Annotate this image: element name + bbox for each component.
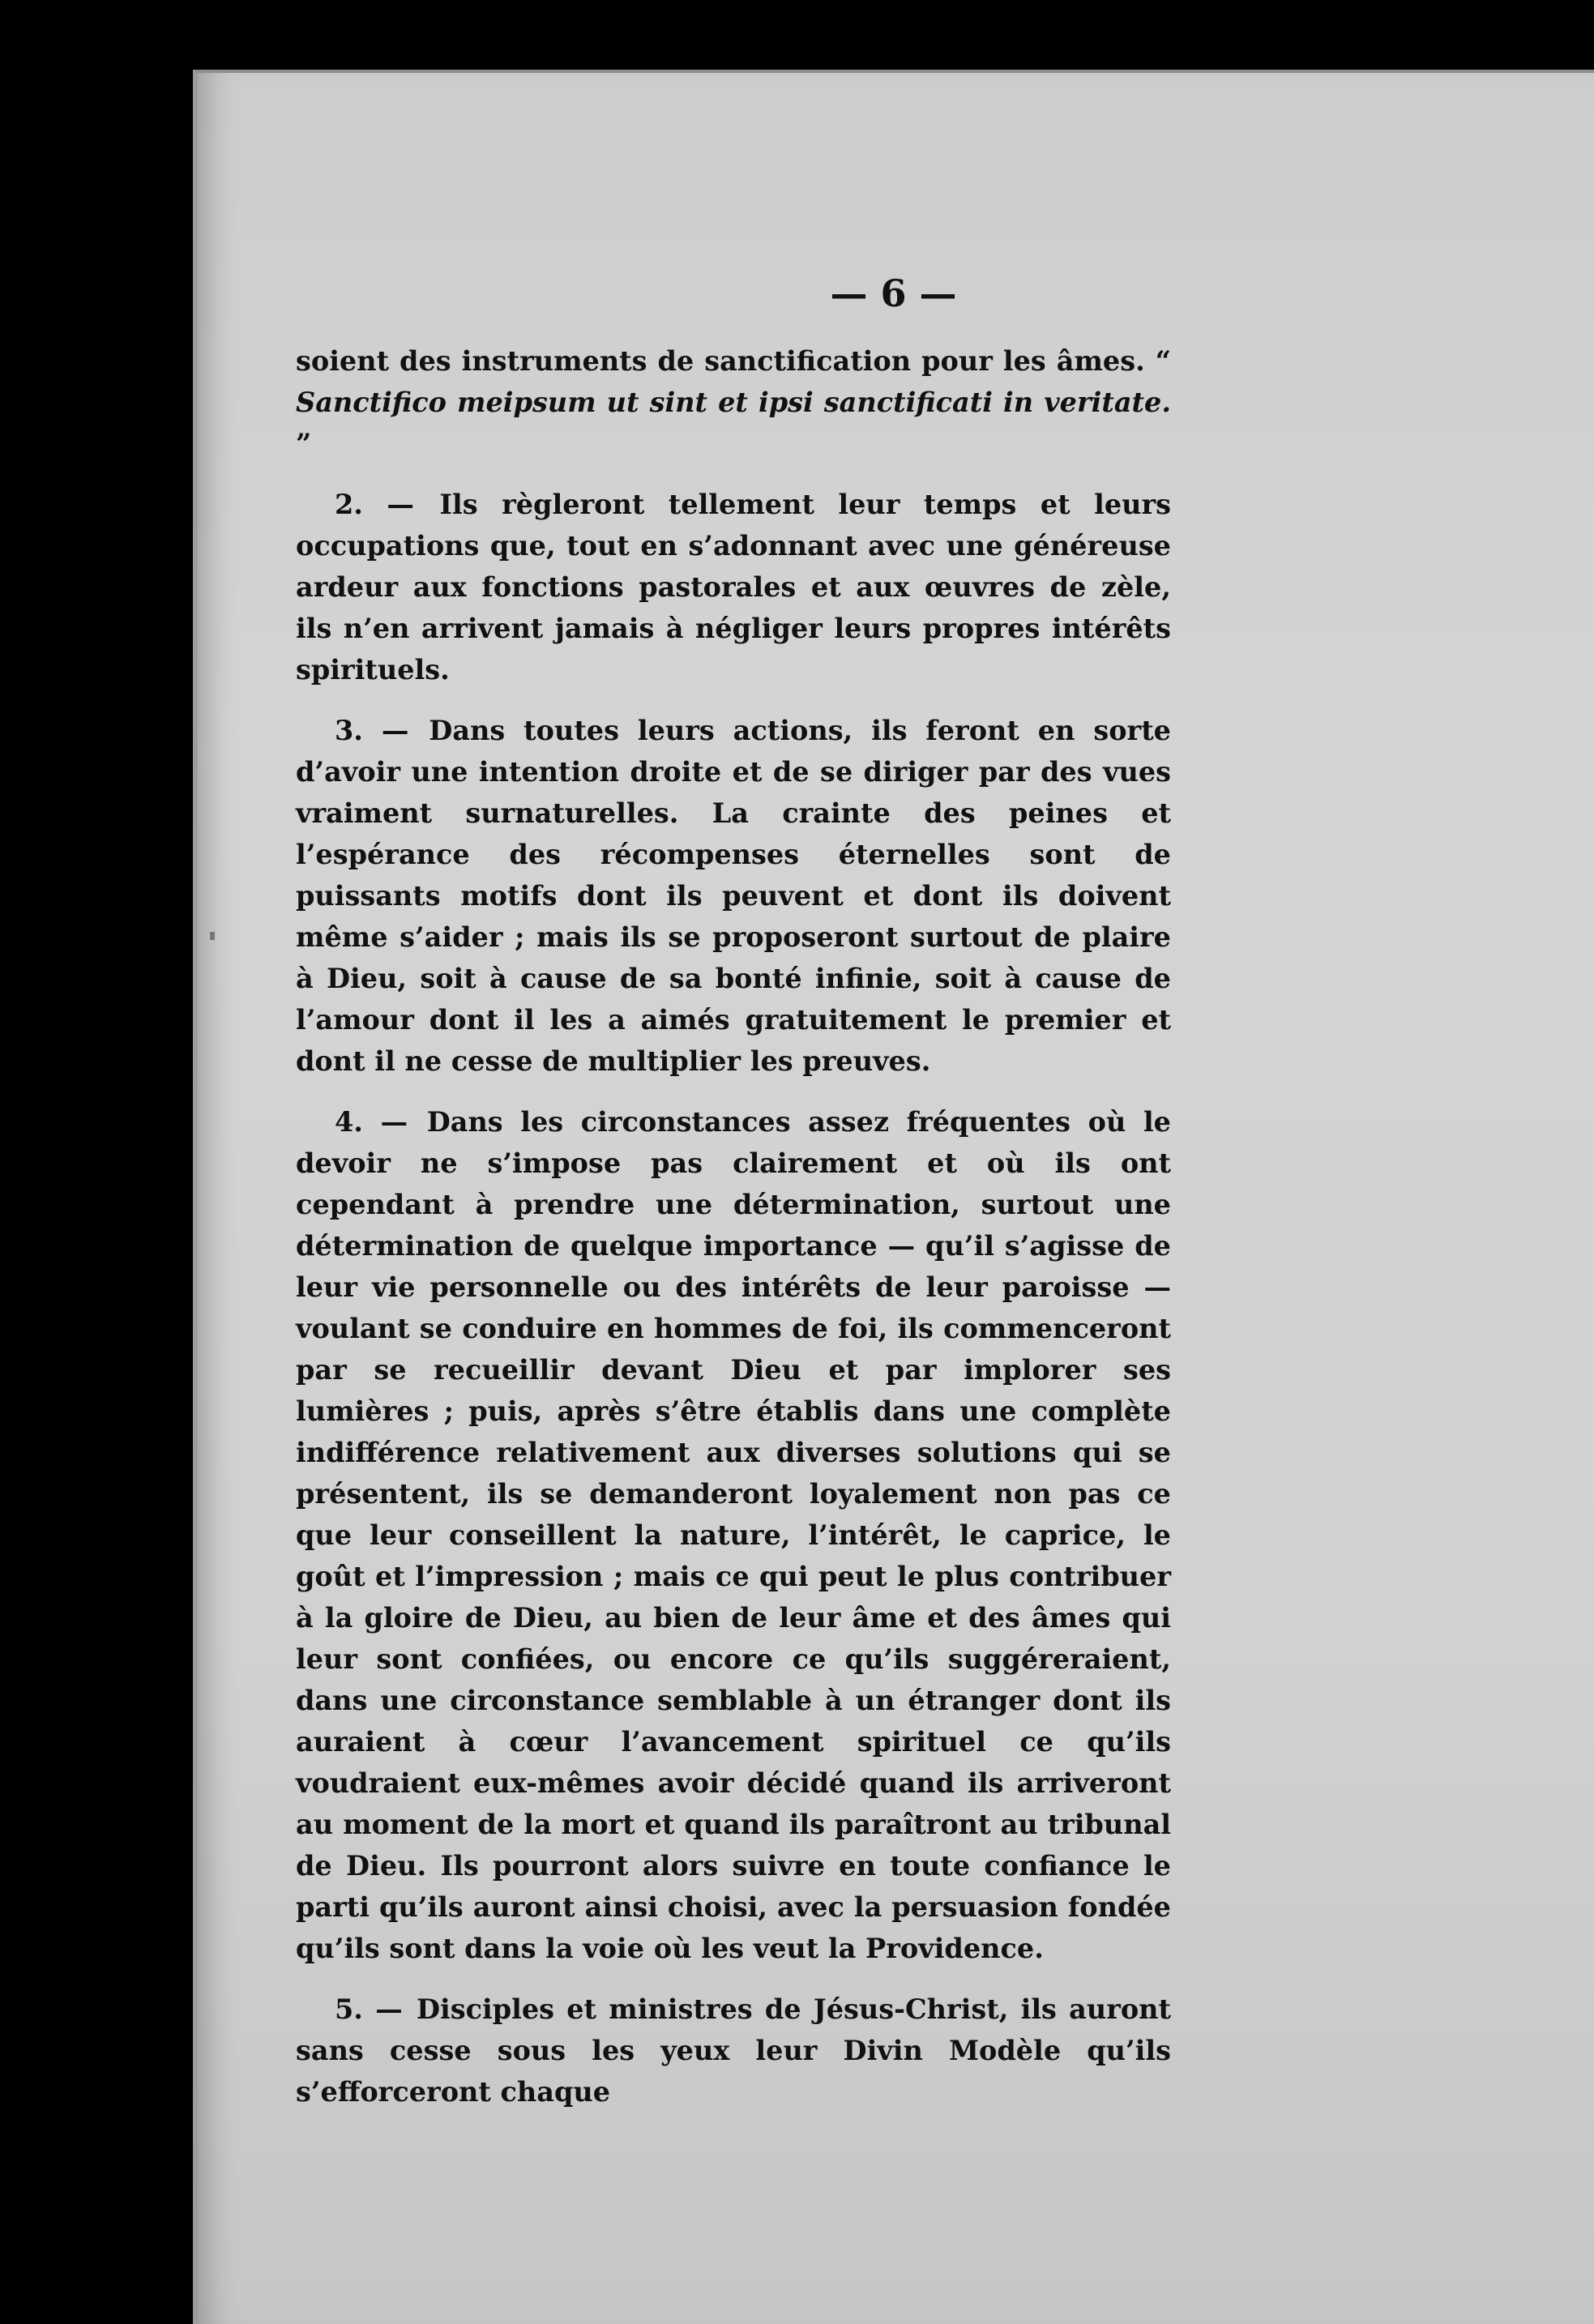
paragraph-text: Dans les circonstances assez fréquentes où le devoir ne s’impose pas clairement et où ils ont cependant à prendre une détermination, surtout une détermination de quelque importance — qu’il s’agisse de leur vie personnelle ou des intérêts de leur paroisse — voulant se conduire en hommes de foi, ils commenceront par se recueillir devant Dieu et par implorer ses lumières ; puis, après s’être établis dans une complète indifférence relativement aux diverses solutions qui se présentent, ils se demanderont loyalement non pas ce que leur conseillent la nature, l’intérêt, le caprice, le goût et l’impression ; mais ce qui peut le plus contribuer à la gloire de Dieu, au bien de leur âme et des âmes qui leur sont confiées, ou encore ce qu’ils suggéreraient, dans une circonstance semblable à un étranger dont ils auraient à cœur l’avancement spirituel ce qu’ils voudraient eux-mêmes avoir décidé quand ils arriveront au moment de la mort et quand ils paraîtront au tribunal de Dieu. Ils pourront alors suivre en toute confiance le parti qu’ils auront ainsi choisi, avec la persuasion fondée qu’ils sont dans la voie où les veut la Providence. <box>296 1106 1171 1964</box>
paragraph-intro-text: soient des instruments de sanctification pour les âmes. “ <box>296 345 1171 377</box>
paragraph-2 <box>296 484 1171 690</box>
closing-quote: ” <box>296 428 312 459</box>
page-number: — 6 — <box>830 271 957 315</box>
latin-quotation: Sanctifico meipsum ut sint et ipsi sanctificati in veritate. <box>296 387 1171 418</box>
scan-speck <box>210 932 215 940</box>
paragraph-text: Ils règleront tellement leur temps et leurs occupations que, tout en s’adonnant avec une généreuse ardeur aux fonctions pastorales et aux œuvres de zèle, ils n’en arrivent jamais à négliger leurs propres intérêts spirituels. <box>296 489 1171 686</box>
paragraph-intro <box>296 340 1171 464</box>
paragraph-number: 4. — <box>335 1106 408 1138</box>
paragraph-4 <box>296 1101 1171 1969</box>
paragraph-number: 3. — <box>335 715 409 746</box>
body-text <box>296 340 1171 2132</box>
paragraph-number: 2. — <box>335 489 414 520</box>
paragraph-5 <box>296 1989 1171 2113</box>
paragraph-text: Dans toutes leurs actions, ils feront en sorte d’avoir une intention droite et de se diriger par des vues vraiment surnaturelles. La crainte des peines et l’espérance des récompenses éternelles sont de puissants motifs dont ils peuvent et dont ils doivent même s’aider ; mais ils se proposeront surtout de plaire à Dieu, soit à cause de sa bonté infinie, soit à cause de l’amour dont il les a aimés gratuitement le premier et dont il ne cesse de multiplier les preuves. <box>296 715 1171 1077</box>
paragraph-number: 5. — <box>335 1993 403 2025</box>
paragraph-3 <box>296 710 1171 1082</box>
paragraph-text: Disciples et ministres de Jésus-Christ, ils auront sans cesse sous les yeux leur Divin Modèle qu’ils s’efforceront chaque <box>296 1993 1172 2108</box>
